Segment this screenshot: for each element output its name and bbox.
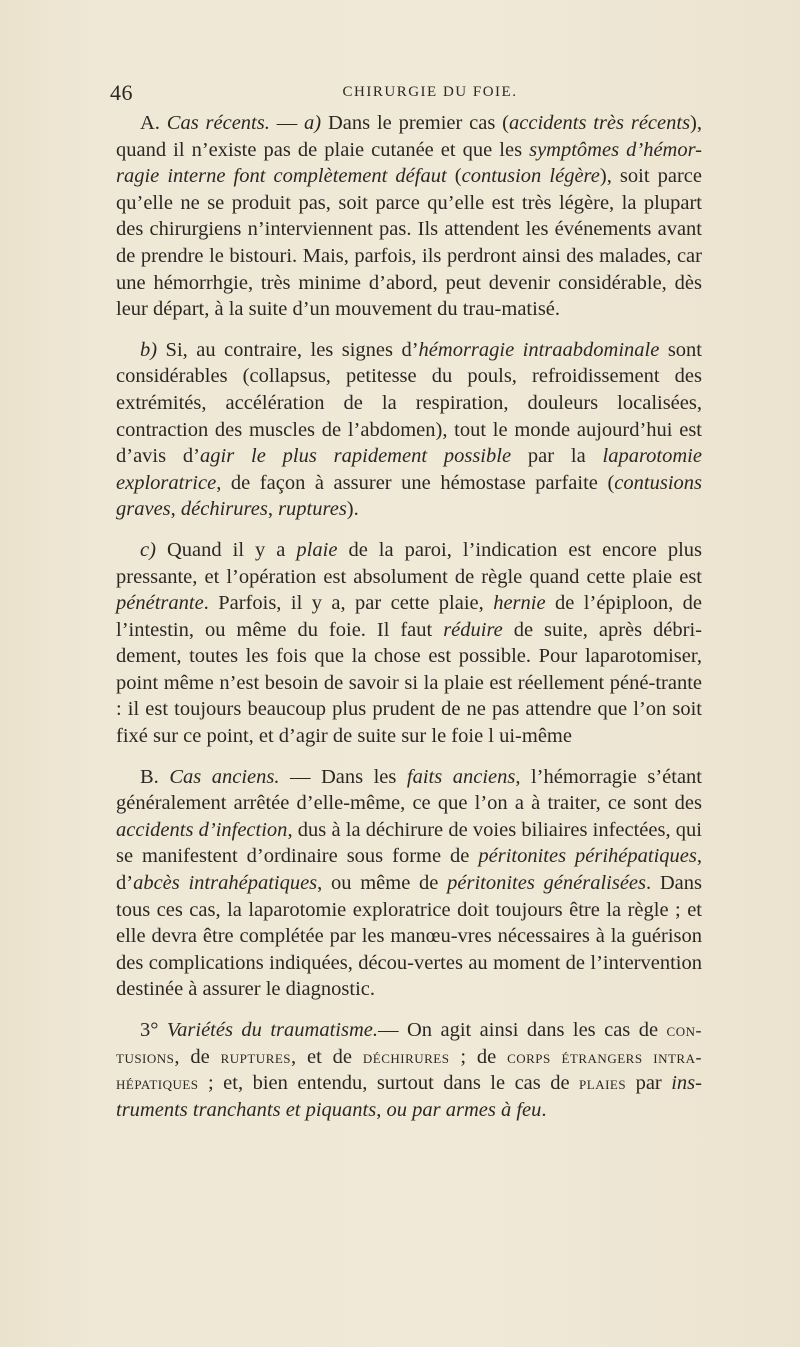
section-letter: A. <box>140 112 167 134</box>
section-title: Cas récents. <box>166 112 270 134</box>
section-number: 3° <box>140 1019 167 1041</box>
paragraph-b-old-cases: B. Cas anciens. — Dans les faits anciens, l’hémorragie s’étant généralement arrêtée d’elle-même, ce que l’on a à traiter, ce sont des accidents d’infection, dus à la déchirure de voies biliaires infectées, qui se manifestent d’ordinaire sous forme de péritonites périhépatiques, d’abcès intrahépatiques, ou même de péritonites généralisées. Dans tous ces cas, la laparotomie exploratrice doit toujours être la règle ; et elle devra être complétée par les manœu-vres nécessaires à la guérison des complications indiquées, décou-vertes au moment de l’intervention destinée à assurer le diagnostic. <box>116 765 703 1001</box>
item-label: c) <box>140 538 156 561</box>
page-number: 46 <box>110 80 133 105</box>
item-label: b) <box>140 338 158 361</box>
page-header <box>110 80 710 110</box>
section-title: Cas anciens. <box>169 765 280 788</box>
body-text <box>116 110 702 1137</box>
paragraph-3-varieties: 3° Variétés du traumatisme.— On agit ainsi dans les cas de con-tusions, de ruptures, et de déchirures ; de corps étrangers intra-hépatiques ; et, bien entendu, surtout dans le cas de plaies par ins-truments tranchants et piquants, ou par armes à feu. <box>116 1019 702 1121</box>
item-label: a) <box>304 112 322 134</box>
running-head: CHIRURGIE DU FOIE. <box>342 84 518 100</box>
section-title: Variétés du traumatisme. <box>166 1019 378 1041</box>
paragraph-c-wound: c) Quand il y a plaie de la paroi, l’indication est encore plus pressante, et l’opération est absolument de règle quand cette plaie est pénétrante. Parfois, il y a, par cette plaie, hernie de l’épiploon, de l’intestin, ou même du foie. Il faut réduire de suite, après débri-dement, toutes les fois que la chose est possible. Pour laparotomiser, point même n’est besoin de savoir si la plaie est réellement péné-trante : il est toujours beaucoup plus prudent de ne pas attendre que l’on soit fixé sur ce point, et d’agir de suite sur le foie l ui-même <box>116 538 702 748</box>
paragraph-b-hemorrhage: b) Si, au contraire, les signes d’hémorragie intraabdominale sont considérables (collapsus, petitesse du pouls, refroidissement des extrémités, accélération de la respiration, douleurs localisées, contraction des muscles de l’abdomen), tout le monde aujourd’hui est d’avis d’agir le plus rapidement possible par la laparotomie exploratrice, de façon à assurer une hémostase parfaite (contusions graves, déchirures, ruptures). <box>116 338 702 521</box>
paragraph-a-recent-cases: A. Cas récents. — a) Dans le premier cas (accidents très récents), quand il n’existe pas de plaie cutanée et que les symptômes d’hémor-ragie interne font complètement défaut (contusion légère), soit parce qu’elle ne se produit pas, soit parce qu’elle est très légère, la plupart des chirurgiens n’interviennent pas. Ils attendent les événements avant de prendre le bistouri. Mais, parfois, ils perdront ainsi des malades, car une hémorrhgie, très minime d’abord, peut devenir considérable, dès leur départ, à la suite d’un mouvement du trau-matisé. <box>116 112 702 321</box>
section-letter: B. <box>140 765 170 788</box>
